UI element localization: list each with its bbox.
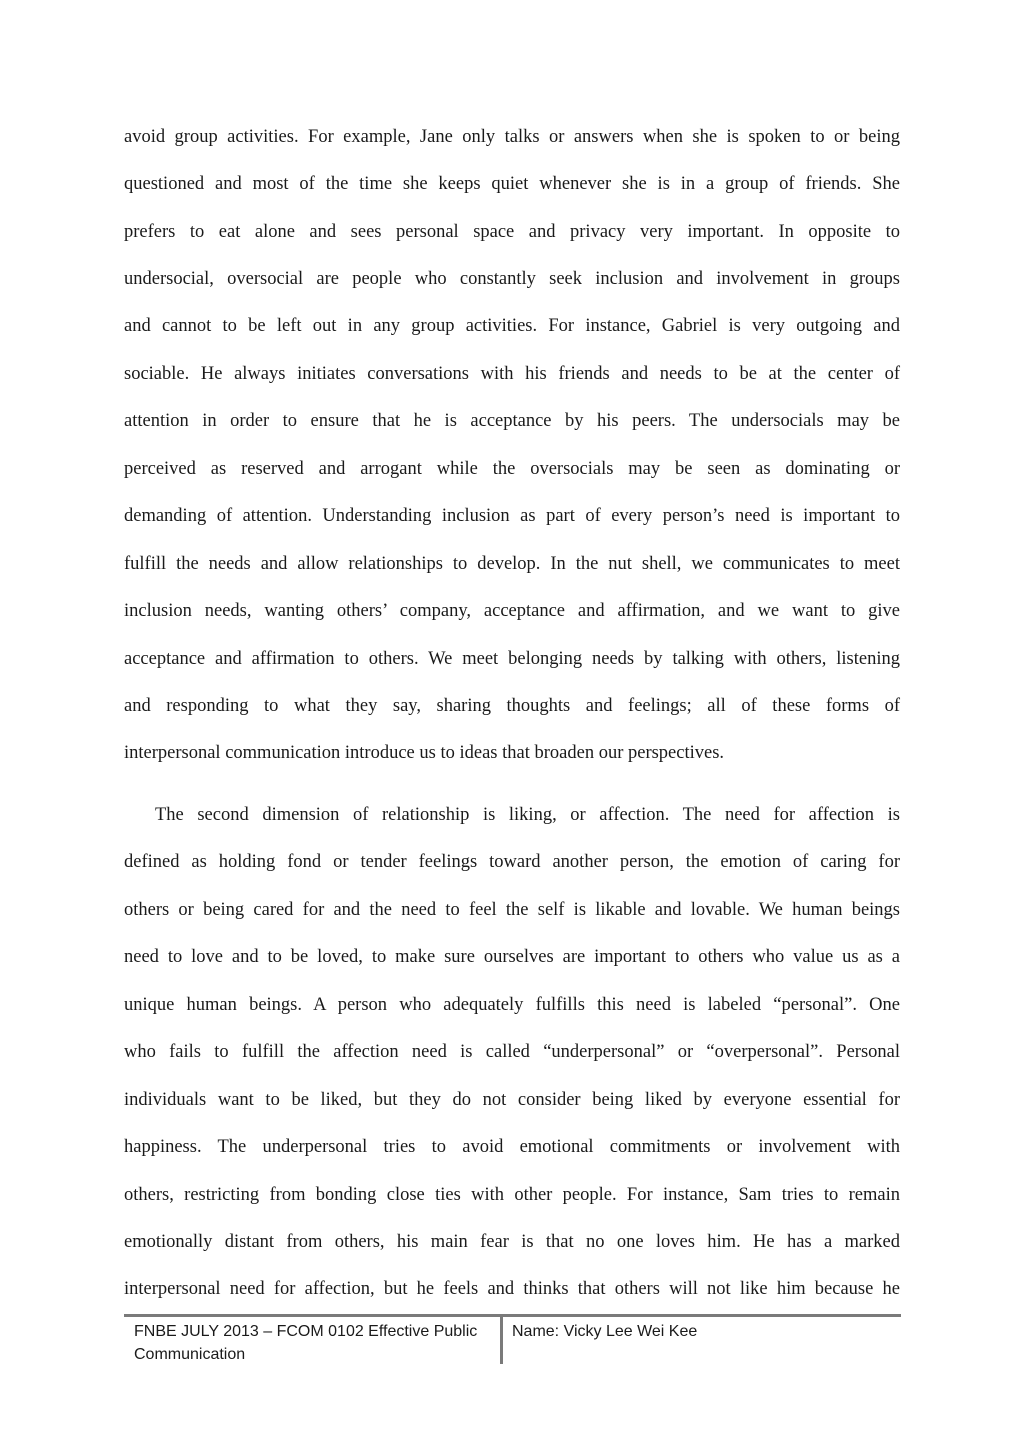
paragraph-1-line-1: avoid group activities. For example, Jane only talks or answers when she is spoken to or being — [124, 127, 900, 147]
footer-course — [134, 1320, 496, 1366]
paragraph-1-line-6: sociable. He always initiates conversations with his friends and needs to be at the center of — [124, 364, 900, 384]
footer-course-line-1: FNBE JULY 2013 – FCOM 0102 Effective Public — [134, 1323, 478, 1340]
paragraph-1-line-14: interpersonal communication introduce us to ideas that broaden our perspectives. — [124, 743, 725, 763]
footer-divider — [500, 1316, 503, 1364]
paragraph-2-line-8: happiness. The underpersonal tries to avoid emotional commitments or involvement with — [124, 1137, 900, 1157]
paragraph-1-line-11: inclusion needs, wanting others’ company, acceptance and affirmation, and we want to give — [124, 601, 900, 621]
paragraph-2-line-10: emotionally distant from others, his main fear is that no one loves him. He has a marked — [124, 1232, 900, 1252]
footer-course-line-2: Communication — [134, 1346, 246, 1363]
paragraph-1-line-10: fulfill the needs and allow relationships to develop. In the nut shell, we communicates to meet — [124, 554, 900, 574]
paragraph-2-line-9: others, restricting from bonding close ties with other people. For instance, Sam tries to remain — [124, 1185, 900, 1205]
paragraph-1-line-13: and responding to what they say, sharing thoughts and feelings; all of these forms of — [124, 696, 900, 716]
paragraph-1-line-8: perceived as reserved and arrogant while the oversocials may be seen as dominating or — [124, 459, 900, 479]
paragraph-2-line-4: need to love and to be loved, to make sure ourselves are important to others who value us as a — [124, 947, 900, 967]
paragraph-1-line-5: and cannot to be left out in any group activities. For instance, Gabriel is very outgoing and — [124, 316, 900, 336]
paragraph-2-line-11: interpersonal need for affection, but he feels and thinks that others will not like him because he — [124, 1279, 900, 1299]
paragraph-2-line-1: The second dimension of relationship is liking, or affection. The need for affection is — [155, 805, 900, 825]
paragraph-2-line-2: defined as holding fond or tender feelings toward another person, the emotion of caring for — [124, 852, 900, 872]
paragraph-2-line-5: unique human beings. A person who adequately fulfills this need is labeled “personal”. One — [124, 995, 900, 1015]
paragraph-1-line-3: prefers to eat alone and sees personal space and privacy very important. In opposite to — [124, 222, 900, 242]
footer-author-name: Name: Vicky Lee Wei Kee — [512, 1323, 698, 1340]
paragraph-1-line-7: attention in order to ensure that he is acceptance by his peers. The undersocials may be — [124, 411, 900, 431]
paragraph-1-line-4: undersocial, oversocial are people who constantly seek inclusion and involvement in groups — [124, 269, 900, 289]
paragraph-1-line-9: demanding of attention. Understanding inclusion as part of every person’s need is important to — [124, 506, 900, 526]
paragraph-2-line-7: individuals want to be liked, but they do not consider being liked by everyone essential for — [124, 1090, 900, 1110]
paragraph-2-line-6: who fails to fulfill the affection need is called “underpersonal” or “overpersonal”. Personal — [124, 1042, 900, 1062]
paragraph-1-line-12: acceptance and affirmation to others. We meet belonging needs by talking with others, listening — [124, 649, 900, 669]
paragraph-2-line-3: others or being cared for and the need to feel the self is likable and lovable. We human beings — [124, 900, 900, 920]
paragraph-1-line-2: questioned and most of the time she keeps quiet whenever she is in a group of friends. She — [124, 174, 900, 194]
footer-rule — [124, 1314, 901, 1317]
